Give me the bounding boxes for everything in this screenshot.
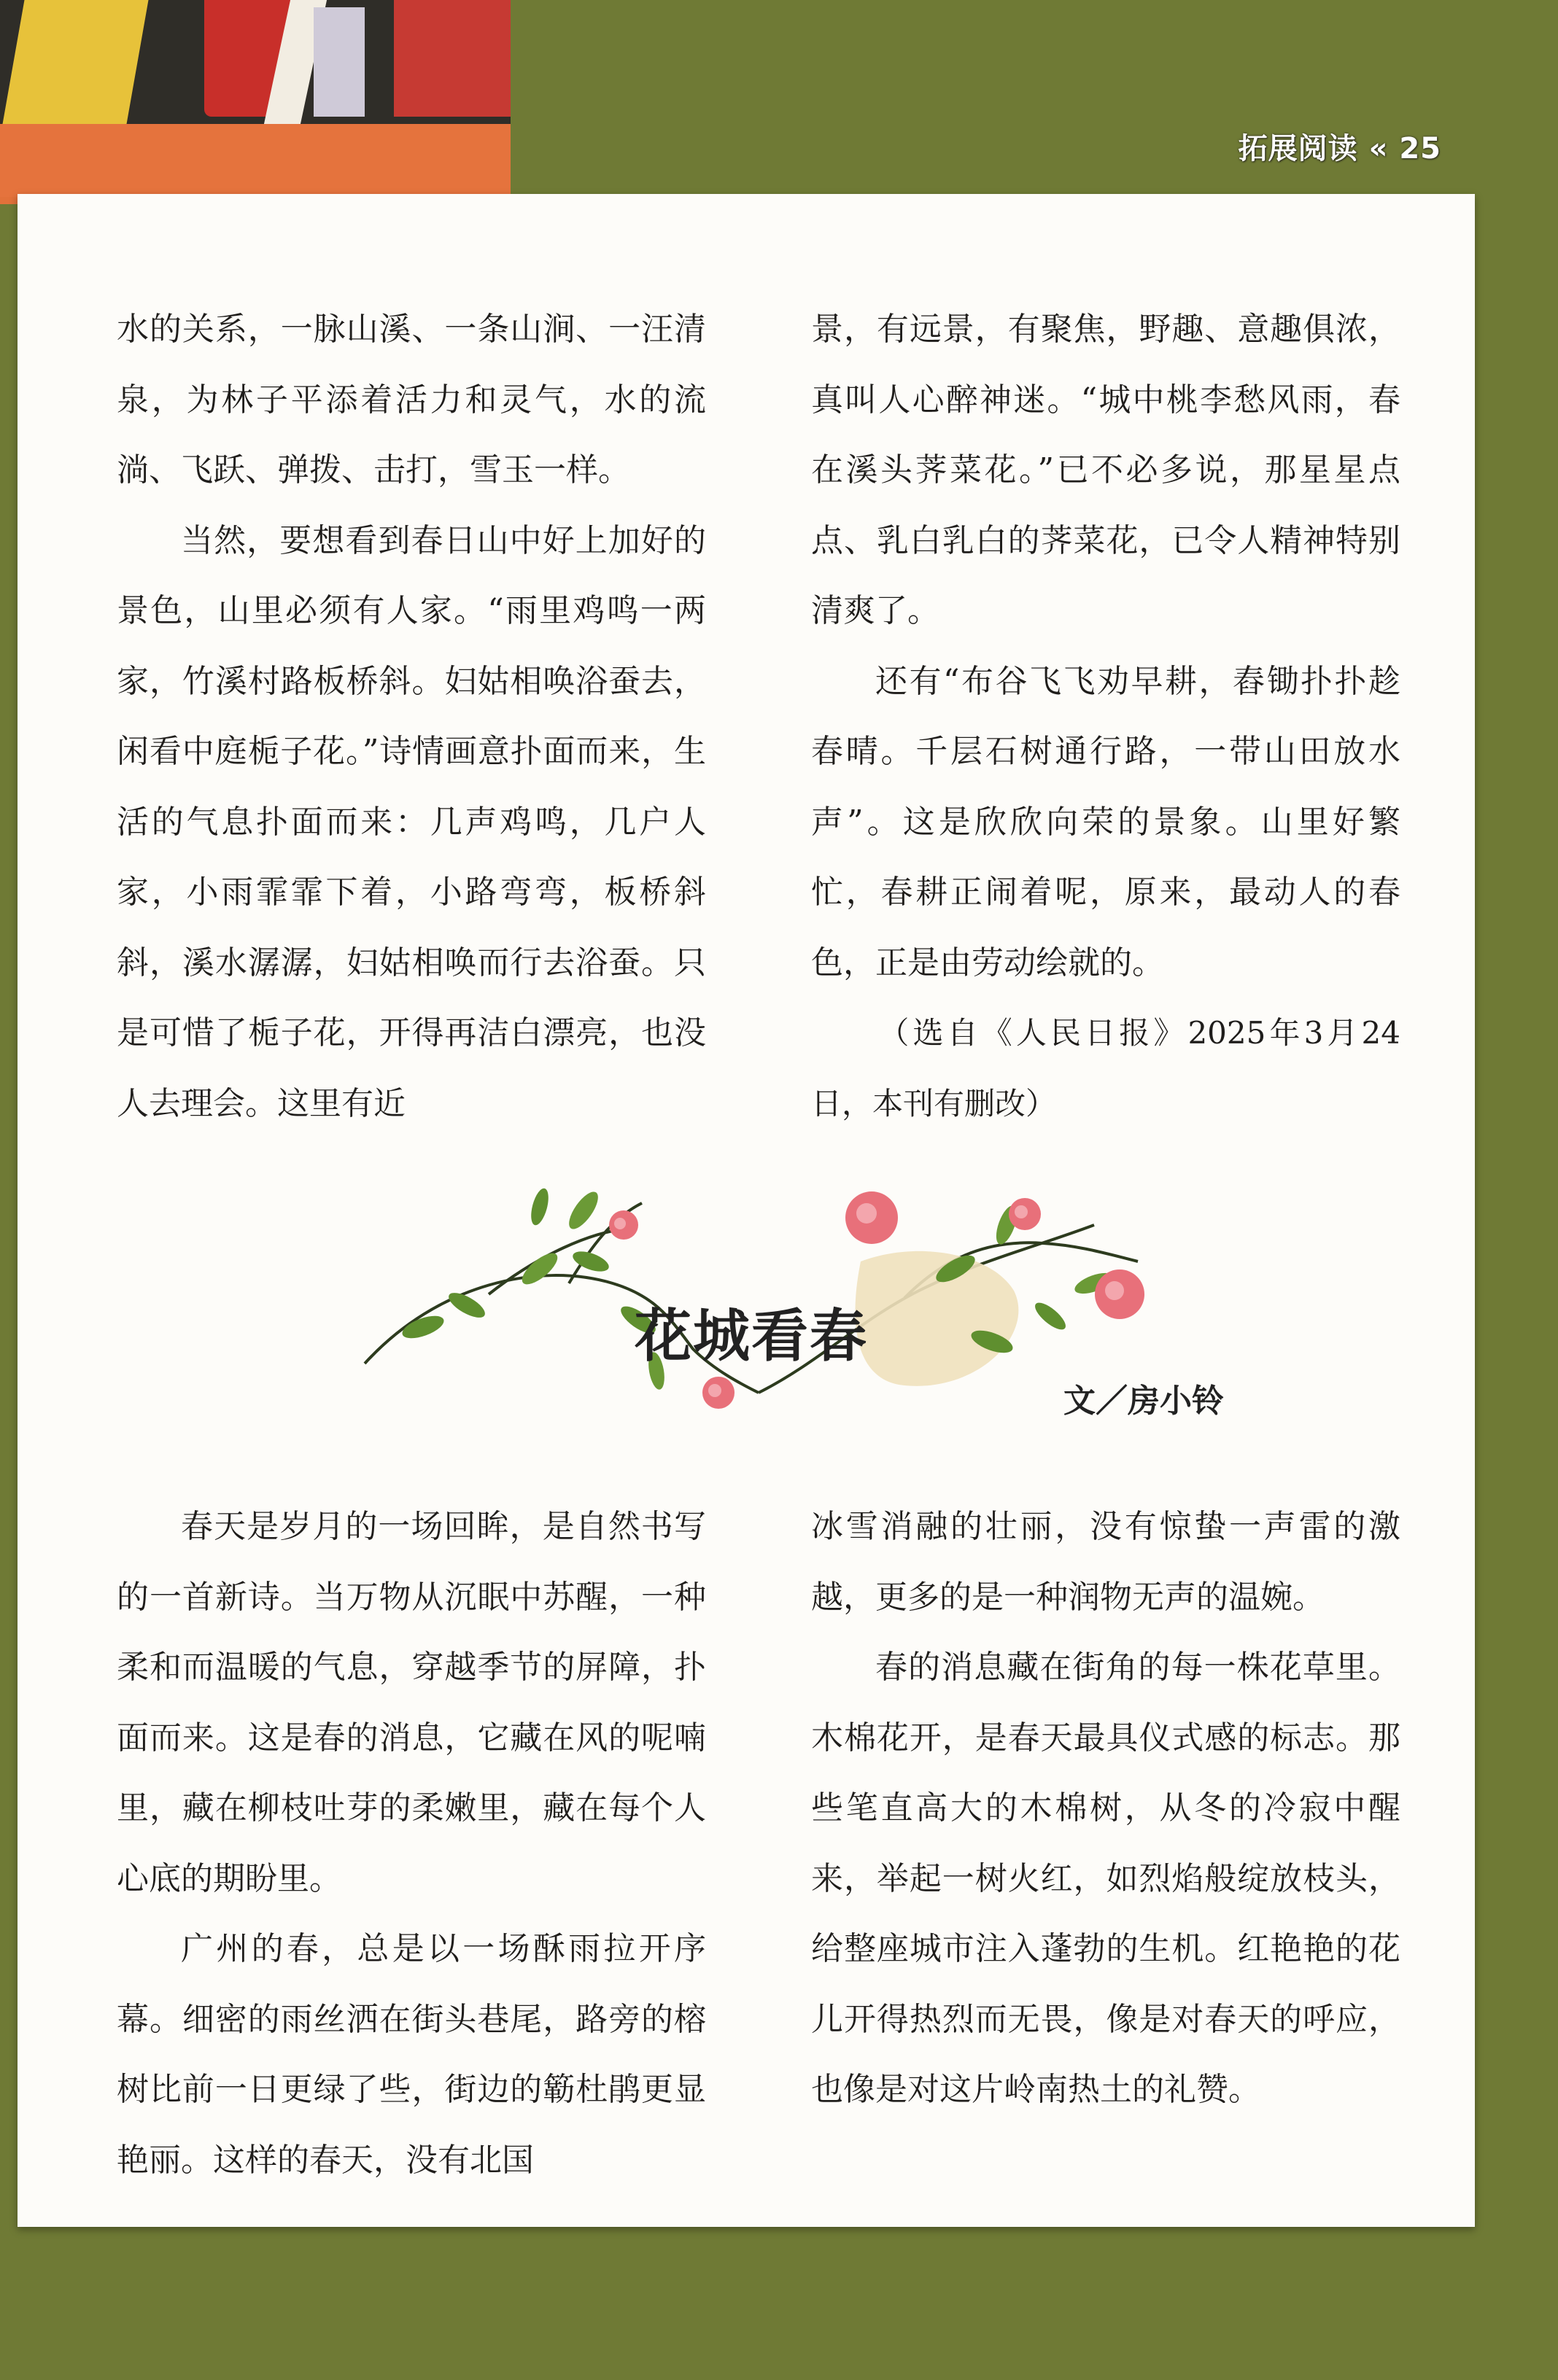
paragraph: 当然，要想看到春日山中好上加好的景色，山里必须有人家。“雨里鸡鸣一两家，竹溪村路板桥斜。妇姑相唤浴蚕去，闲看中庭栀子花。”诗情画意扑面而来，生活的气息扑面而来：几声鸡鸣，几户人家，小雨霏霏下着，小路弯弯，板桥斜斜，溪水潺潺，妇姑相唤而行去浴蚕。只是可惜了栀子花，开得再洁白漂亮，也没人去理会。这里有近 bbox=[117, 521, 706, 1122]
paragraph: 春的消息藏在街角的每一株花草里。木棉花开，是春天最具仪式感的标志。那些笔直高大的木棉树，从冬的冷寂中醒来，举起一树火红，如烈焰般绽放枝头，给整座城市注入蓬勃的生机。红艳艳的花儿开得热烈而无畏，像是对春天的呼应，也像是对这片岭南热土的礼赞。 bbox=[811, 1649, 1400, 2108]
article2-left-column bbox=[117, 1492, 706, 2196]
paragraph: 还有“布谷飞飞劝早耕，舂锄扑扑趁春晴。千层石树通行路，一带山田放水声”。这是欣欣向荣的景象。山里好繁忙，春耕正闹着呢，原来，最动人的春色，正是由劳动绘就的。 bbox=[811, 662, 1400, 981]
source-note: （选自《人民日报》2025年3月24日，本刊有删改） bbox=[811, 1015, 1400, 1121]
paragraph: 景，有远景，有聚焦，野趣、意趣俱浓，真叫人心醉神迷。“城中桃李愁风雨，春在溪头荠菜花。”已不必多说，那星星点点、乳白乳白的荠菜花，已令人精神特别清爽了。 bbox=[811, 311, 1400, 629]
article1-left-column bbox=[117, 295, 706, 1139]
article2-right-column bbox=[811, 1492, 1400, 2126]
byline: 文／房小铃 bbox=[1063, 1382, 1224, 1420]
article-title: 花城看春 bbox=[635, 1304, 869, 1369]
paragraph: 冰雪消融的壮丽，没有惊蛰一声雷的激越，更多的是一种润物无声的温婉。 bbox=[811, 1508, 1400, 1616]
article1-right-column bbox=[811, 295, 1400, 1139]
paragraph: 广州的春，总是以一场酥雨拉开序幕。细密的雨丝洒在街头巷尾，路旁的榕树比前一日更绿了些，街边的簕杜鹃更显艳丽。这样的春天，没有北国 bbox=[117, 1930, 706, 2179]
paragraph: 春天是岁月的一场回眸，是自然书写的一首新诗。当万物从沉眠中苏醒，一种柔和而温暖的气息，穿越季节的屏障，扑面而来。这是春的消息，它藏在风的呢喃里，藏在柳枝吐芽的柔嫩里，藏在每个人心底的期盼里。 bbox=[117, 1508, 706, 1897]
book-spines-illustration bbox=[0, 0, 511, 204]
running-head: 拓展阅读 « 25 bbox=[1238, 132, 1441, 166]
paragraph: 水的关系，一脉山溪、一条山涧、一汪清泉，为林子平添着活力和灵气，水的流淌、飞跃、弹拨、击打，雪玉一样。 bbox=[117, 311, 706, 489]
